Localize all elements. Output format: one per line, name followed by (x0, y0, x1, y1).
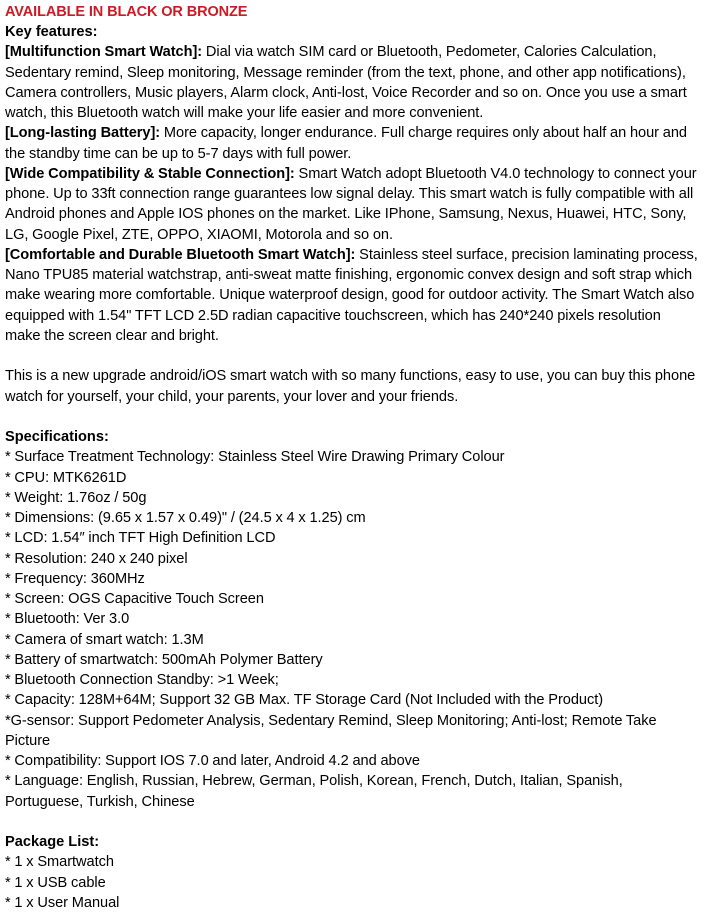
key-feature-multifunction-body: Dial via watch SIM card or Bluetooth, Pedometer, Calories Calculation, Sedentary remind, Sleep monitoring, Message reminder (from the text, phone, and other app notifications), Camera controllers, Music players, Alarm clock, Anti-lost, Voice Recorder and so on. Once you use a smart watch, this Bluetooth watch will make your life easier and more convenient. (5, 44, 687, 122)
spec-item: * CPU: MTK6261D (5, 469, 127, 486)
spec-item: * Surface Treatment Technology: Stainless Steel Wire Drawing Primary Colour (5, 449, 505, 466)
package-list-title: Package List: (5, 834, 100, 851)
spacer-before-specifications (5, 407, 699, 427)
spec-item: * Camera of smart watch: 1.3M (5, 631, 204, 648)
key-feature-comfort-body: Stainless steel surface, precision laminating process, Nano TPU85 material watchstrap, anti-sweat matte finishing, ergonomic convex design and soft strap which make wearing more comfortable. Unique waterproof design, good for outdoor activity. The Smart Watch also equipped with 1.54" TFT LCD 2.5D radian capacitive touchscreen, which has 240*240 pixels resolution make the screen clear and bright. (5, 246, 698, 344)
spec-item: * Bluetooth: Ver 3.0 (5, 611, 130, 628)
summary-paragraph: This is a new upgrade android/iOS smart watch with so many functions, easy to use, you can buy this phone watch for yourself, your child, your parents, your lover and your friends. (5, 368, 696, 405)
package-item: * 1 x User Manual (5, 894, 120, 911)
specifications-title: Specifications: (5, 429, 109, 446)
package-item: * 1 x Smartwatch (5, 854, 114, 871)
spacer-before-package-list (5, 812, 699, 832)
key-feature-compatibility-body: Smart Watch adopt Bluetooth V4.0 technology to connect your phone. Up to 33ft connection range guarantees low signal delay. This smart watch is fully compatible with all Android phones and Apple IOS phones on the market. Like IPhone, Samsung, Nexus, Huawei, HTC, Sony, LG, Google Pixel, ZTE, OPPO, XIAOMI, Motorola and so on. (5, 165, 697, 243)
spec-item: *G-sensor: Support Pedometer Analysis, Sedentary Remind, Sleep Monitoring; Anti-lost; Remote Take Picture (5, 712, 657, 749)
key-feature-battery-body: More capacity, longer endurance. Full charge requires only about half an hour and the standby time can be up to 5-7 days with full power. (5, 125, 687, 162)
availability-headline: AVAILABLE IN BLACK OR BRONZE (5, 4, 248, 20)
spec-item: * Battery of smartwatch: 500mAh Polymer Battery (5, 651, 323, 668)
spec-item: * Screen: OGS Capacitive Touch Screen (5, 591, 264, 608)
spec-item: * Bluetooth Connection Standby: >1 Week; (5, 672, 279, 689)
package-list (5, 852, 699, 913)
spacer-after-key-features (5, 346, 699, 366)
key-feature-battery-lead: [Long-lasting Battery]: (5, 125, 161, 142)
key-feature-multifunction-lead: [Multifunction Smart Watch]: (5, 44, 203, 61)
key-feature-compatibility-lead: [Wide Compatibility & Stable Connection]: (5, 165, 295, 182)
spec-item: * LCD: 1.54″ inch TFT High Definition LCD (5, 530, 276, 547)
key-feature-multifunction (5, 42, 699, 123)
spec-item: * Frequency: 360MHz (5, 570, 145, 587)
key-feature-compatibility (5, 164, 699, 245)
spec-item: * Resolution: 240 x 240 pixel (5, 550, 188, 567)
key-features-title: Key features: (5, 24, 98, 41)
key-feature-comfort-lead: [Comfortable and Durable Bluetooth Smart Watch]: (5, 246, 356, 263)
package-item: * 1 x USB cable (5, 874, 106, 891)
specifications-list (5, 447, 699, 812)
key-feature-comfort (5, 245, 699, 346)
spec-item: * Capacity: 128M+64M; Support 32 GB Max. TF Storage Card (Not Included with the Product) (5, 692, 604, 709)
spec-item: * Compatibility: Support IOS 7.0 and later, Android 4.2 and above (5, 753, 420, 770)
spec-item: * Dimensions: (9.65 x 1.57 x 0.49)" / (24.5 x 4 x 1.25) cm (5, 510, 366, 527)
spec-item: * Weight: 1.76oz / 50g (5, 489, 147, 506)
spec-item: * Language: English, Russian, Hebrew, German, Polish, Korean, French, Dutch, Italian, Spanish, Portuguese, Turkish, Chinese (5, 773, 623, 810)
key-feature-battery (5, 123, 699, 164)
